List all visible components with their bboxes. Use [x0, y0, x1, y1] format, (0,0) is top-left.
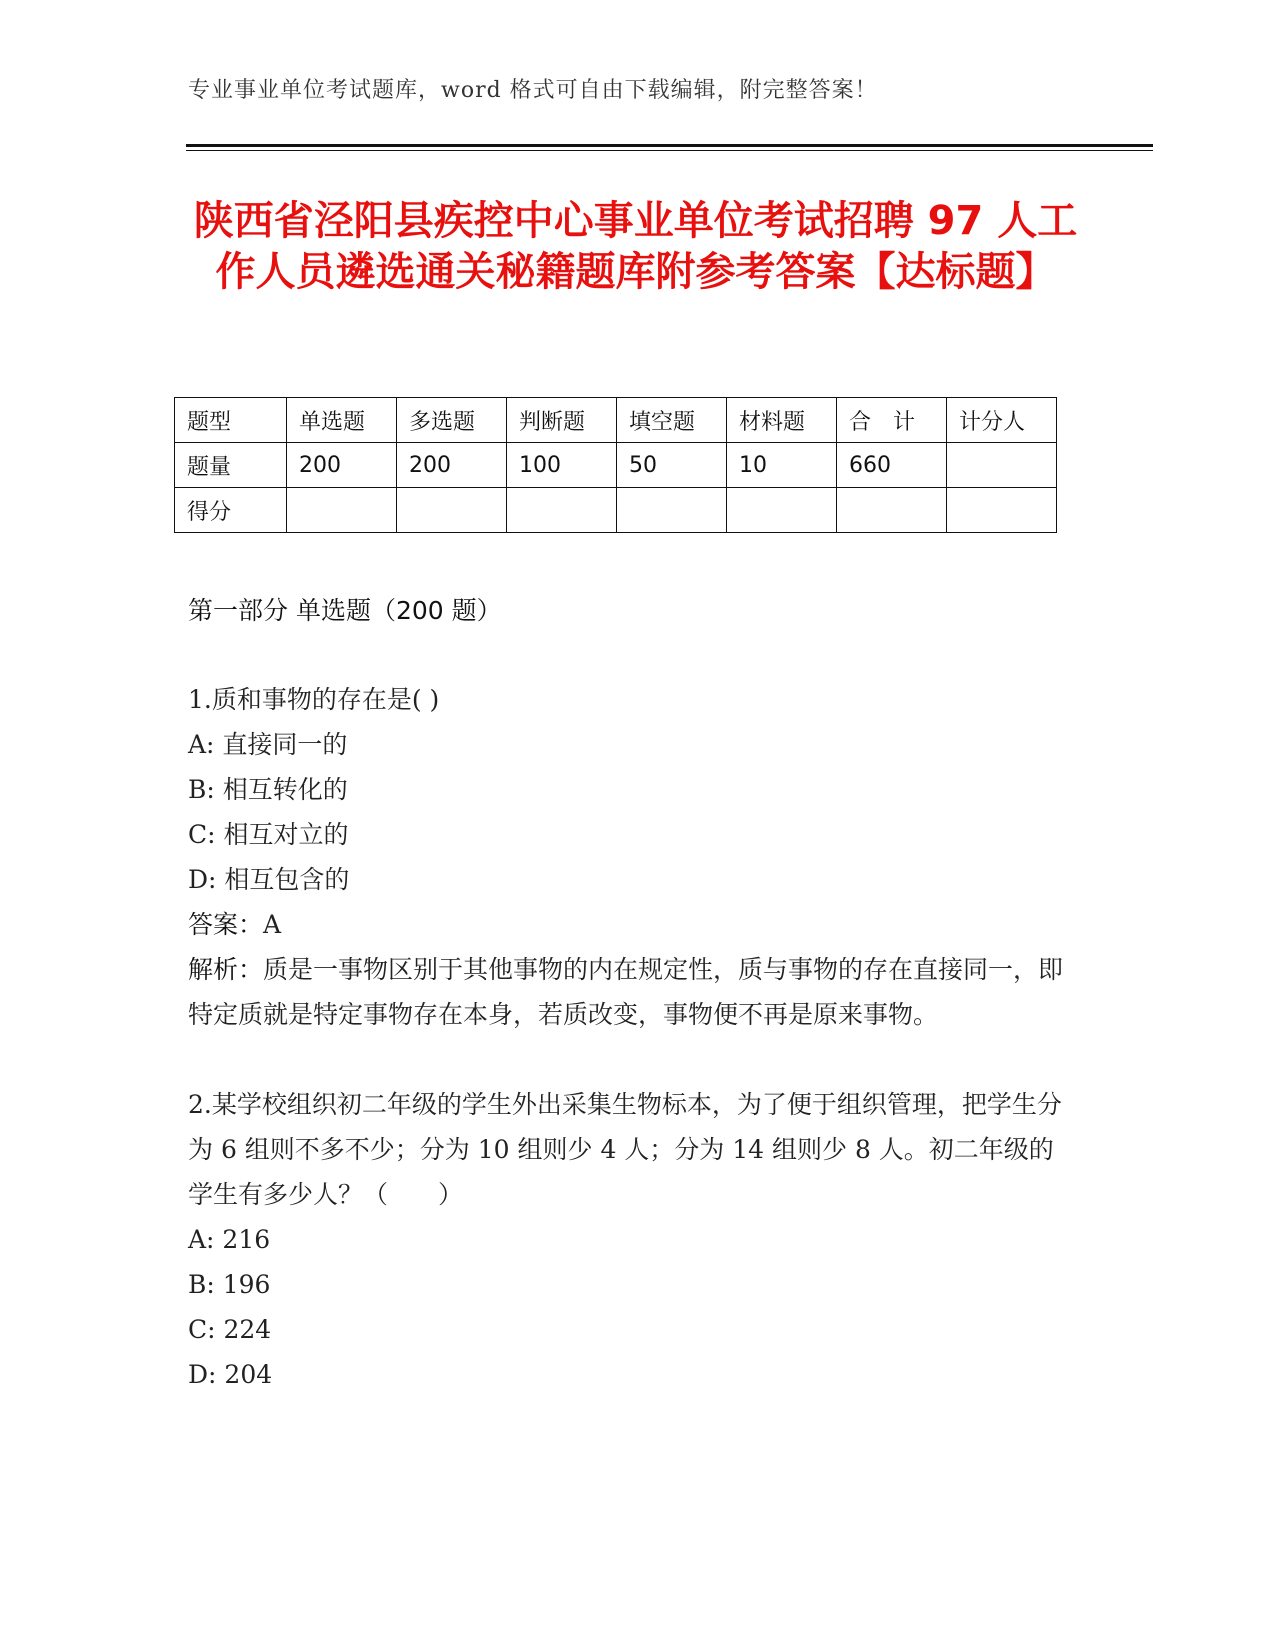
table-cell: 660: [837, 443, 947, 488]
table-cell: [947, 488, 1057, 533]
section-title: 第一部分 单选题（200 题）: [188, 596, 502, 625]
option-d: D: 相互包含的: [188, 865, 350, 894]
question-1: [188, 677, 1068, 1037]
table-cell: 材料题: [727, 398, 837, 443]
analysis-text: 质是一事物区别于其他事物的内在规定性，质与事物的存在直接同一，即特定质就是特定事物存在本身，若质改变，事物便不再是原来事物。: [188, 955, 1064, 1029]
table-cell: 10: [727, 443, 837, 488]
table-cell: [507, 488, 617, 533]
table-cell: 得分: [175, 488, 287, 533]
answer-line: [188, 902, 1068, 947]
analysis-label: 解析：: [188, 955, 264, 984]
score-summary-table: [174, 397, 1057, 533]
table-cell: 50: [617, 443, 727, 488]
table-cell: [397, 488, 507, 533]
question-spacer: [188, 1037, 1068, 1082]
table-cell: [947, 443, 1057, 488]
option-c: C: 相互对立的: [188, 820, 349, 849]
page-header: 专业事业单位考试题库，word 格式可自由下载编辑，附完整答案！: [188, 78, 878, 103]
table-cell: [727, 488, 837, 533]
table-cell: [837, 488, 947, 533]
question-stem: 1.质和事物的存在是( ): [188, 685, 440, 714]
table-cell: 合 计: [837, 398, 947, 443]
option-a: A: 216: [188, 1225, 271, 1254]
answer-value: A: [263, 910, 282, 939]
table-row: [175, 488, 1057, 533]
answer-label: 答案：: [188, 910, 264, 939]
document-title: 陕西省泾阳县疾控中心事业单位考试招聘 97 人工作人员遴选通关秘籍题库附参考答案【达标题】: [193, 198, 1078, 295]
table-row: [175, 443, 1057, 488]
table-cell: 计分人: [947, 398, 1057, 443]
table-cell: 200: [287, 443, 397, 488]
analysis-paragraph: [188, 947, 1068, 1037]
table-cell: 题型: [175, 398, 287, 443]
option-a: A: 直接同一的: [188, 730, 348, 759]
table-cell: 多选题: [397, 398, 507, 443]
question-list: [188, 677, 1068, 1397]
table-cell: 判断题: [507, 398, 617, 443]
table-cell: 填空题: [617, 398, 727, 443]
header-rule-thin: [186, 150, 1153, 151]
question-stem: 2.某学校组织初二年级的学生外出采集生物标本，为了便于组织管理，把学生分为 6 组则不多不少；分为 10 组则少 4 人；分为 14 组则少 8 人。初二年级的学生有多少人？（ ）: [188, 1090, 1062, 1209]
table-cell: 单选题: [287, 398, 397, 443]
table-cell: 200: [397, 443, 507, 488]
option-b: B: 相互转化的: [188, 775, 348, 804]
option-b: B: 196: [188, 1270, 271, 1299]
option-d: D: 204: [188, 1360, 273, 1389]
table-header-row: [175, 398, 1057, 443]
question-2: [188, 1082, 1068, 1397]
header-rule-thick: [186, 144, 1153, 147]
table-cell: [287, 488, 397, 533]
table-cell: 题量: [175, 443, 287, 488]
table-cell: 100: [507, 443, 617, 488]
option-c: C: 224: [188, 1315, 272, 1344]
table-cell: [617, 488, 727, 533]
